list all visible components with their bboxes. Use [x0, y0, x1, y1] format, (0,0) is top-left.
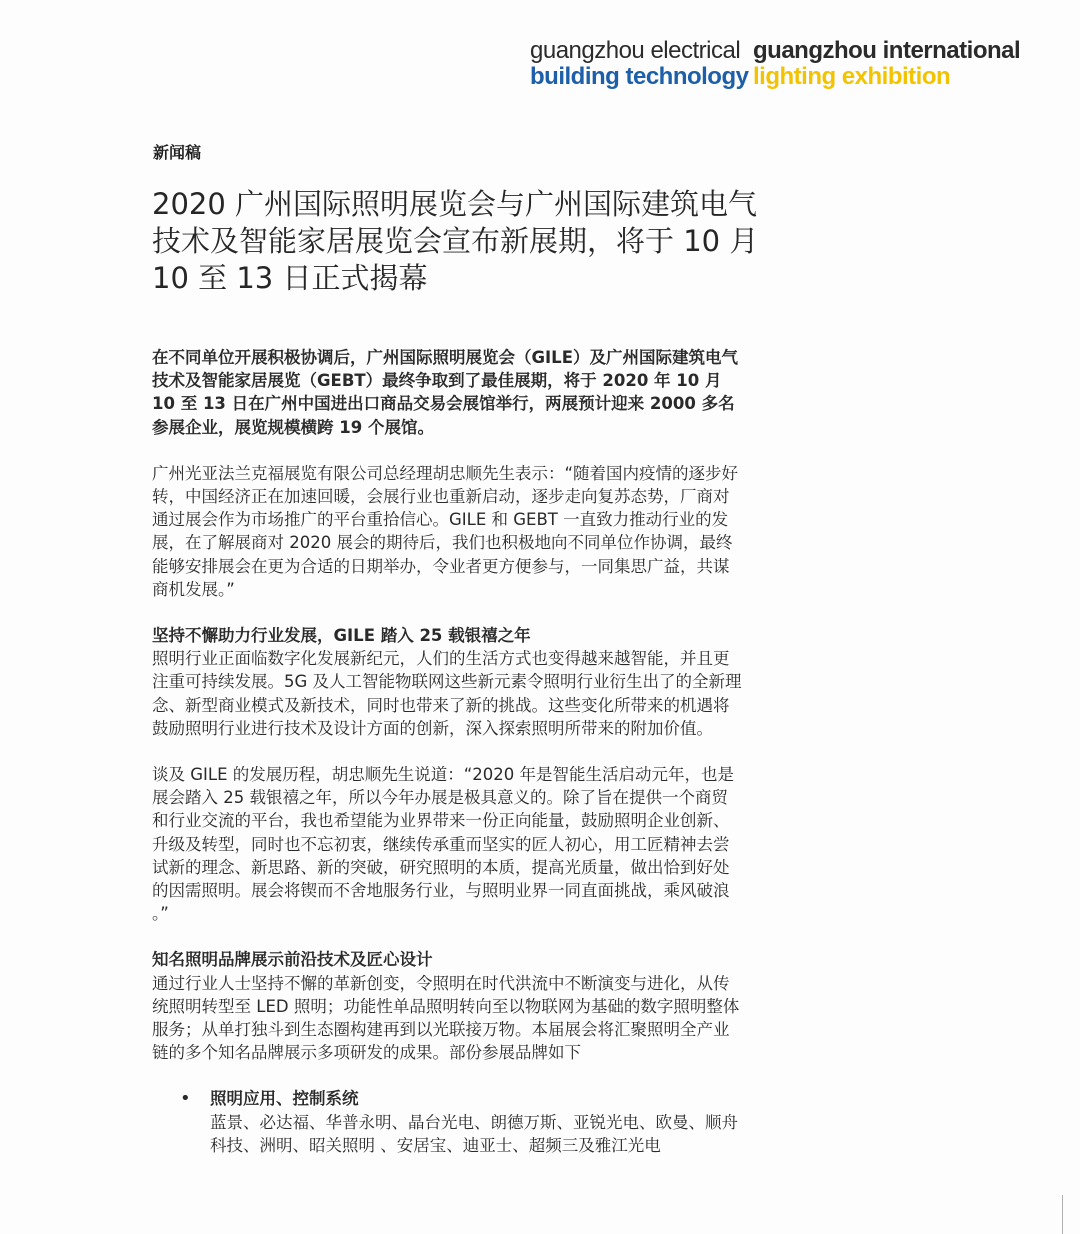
gebt-logo-line1: guangzhou electrical	[530, 37, 741, 64]
brand-list-item	[152, 1087, 742, 1157]
bullet-icon: •	[180, 1088, 191, 1110]
section-heading-1: 坚持不懈助力行业发展，GILE 踏入 25 载银禧之年	[152, 626, 531, 646]
headline: 2020 广州国际照明展览会与广州国际建筑电气技术及智能家居展览会宣布新展期，将于 10 月 10 至 13 日正式揭幕	[152, 187, 759, 295]
brand-list-body: 蓝景、必达福、华普永明、晶台光电、朗德万斯、亚锐光电、欧曼、顺舟科技、洲明、昭关照明 、安居宝、迪亚士、超频三及雅江光电	[210, 1112, 738, 1155]
article-body	[152, 346, 742, 1157]
gile-logo-line1: guangzhou international	[753, 37, 1021, 64]
section-heading-2: 知名照明品牌展示前沿技术及匠心设计	[152, 950, 433, 970]
lead-paragraph: 在不同单位开展积极协调后，广州国际照明展览会（GILE）及广州国际建筑电气技术及智能家居展览（GEBT）最终争取到了最佳展期，将于 2020 年 10 月 10 至 13 日在广州中国进出口商品交易会展馆举行，两展预计迎来 2000 多名参展企业，展览规模横跨 19 个展馆。	[152, 348, 738, 437]
quote-paragraph-2: 谈及 GILE 的发展历程，胡忠顺先生说道：“2020 年是智能生活启动元年，也是展会踏入 25 载银禧之年，所以今年办展是极具意义的。除了旨在提供一个商贸和行业交流的平台，我也希望能为业界带来一份正向能量，鼓励照明企业创新、升级及转型，同时也不忘初衷，继续传承重而坚实的匠人初心，用工匠精神去尝试新的理念、新思路、新的突破，研究照明的本质，提高光质量，做出恰到好处的因需照明。展会将锲而不舍地服务行业，与照明业界一同直面挑战，乘风破浪 。”	[152, 765, 735, 924]
gile-logo	[753, 38, 1020, 90]
page-edge-divider	[1062, 1195, 1063, 1234]
gile-logo-line2: lighting exhibition	[753, 63, 951, 90]
gebt-logo	[530, 38, 748, 90]
section-body-2: 通过行业人士坚持不懈的革新创变，令照明在时代洪流中不断演变与进化，从传统照明转型至 LED 照明；功能性单品照明转向至以物联网为基础的数字照明整体服务；从单打独斗到生态圈构建再到以光联接万物。本届展会将汇聚照明全产业链的多个知名品牌展示多项研发的成果。部份参展品牌如下	[152, 973, 740, 1063]
press-release-label: 新闻稿	[153, 143, 202, 162]
section-body-1: 照明行业正面临数字化发展新纪元，人们的生活方式也变得越来越智能，并且更注重可持续发展。5G 及人工智能物联网这些新元素令照明行业衍生出了的全新理念、新型商业模式及新技术，同时也带来了新的挑战。这些变化所带来的机遇将鼓励照明行业进行技术及设计方面的创新，深入探索照明所带来的附加价值。	[152, 649, 742, 738]
brand-list-title: 照明应用、控制系统	[210, 1089, 359, 1109]
gebt-logo-line2: building technology	[530, 63, 749, 90]
quote-paragraph-1: 广州光亚法兰克福展览有限公司总经理胡忠顺先生表示：“随着国内疫情的逐步好转，中国经济正在加速回暖，会展行业也重新启动，逐步走向复苏态势，厂商对通过展会作为市场推广的平台重拾信心。GILE 和 GEBT 一直致力推动行业的发展，在了解展商对 2020 展会的期待后，我们也积极地向不同单位作协调，最终能够安排展会在更为合适的日期举办，令业者更方便参与，一同集思广益，共谋商机发展。”	[152, 463, 739, 599]
